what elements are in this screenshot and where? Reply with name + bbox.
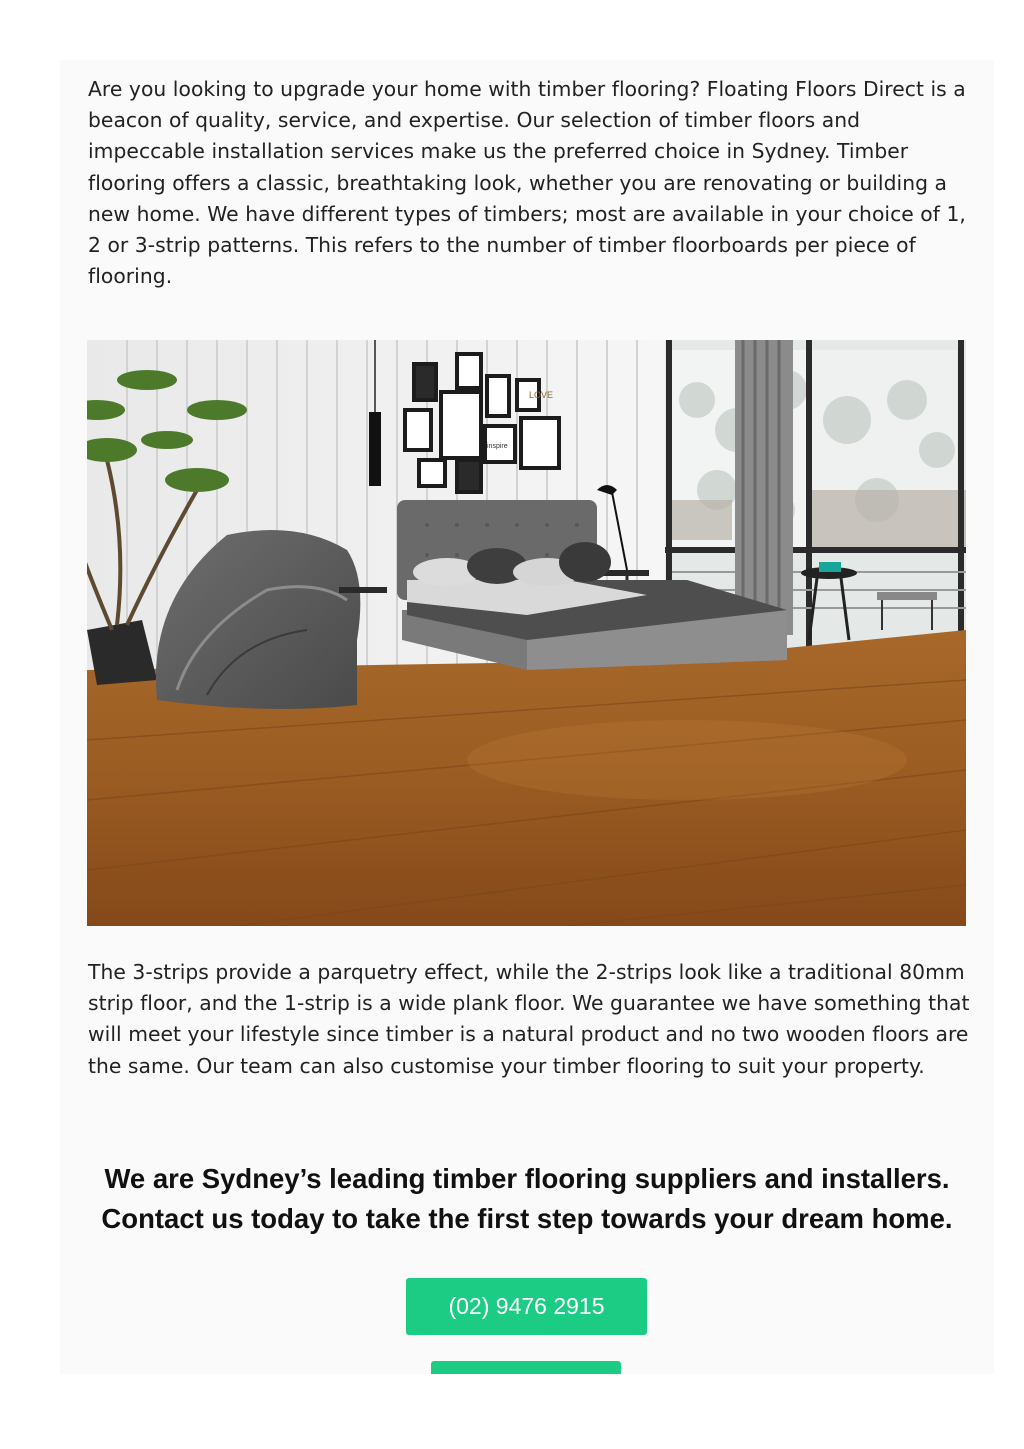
poster-inspire-text: inspire <box>487 443 508 450</box>
phone-call-button[interactable]: (02) 9476 2915 <box>406 1278 647 1335</box>
cta-heading-line-1: We are Sydney’s leading timber flooring suppliers and installers. <box>104 1163 950 1194</box>
cta-heading <box>60 1159 994 1239</box>
bedroom-photo <box>87 340 966 926</box>
intro-paragraph: Are you looking to upgrade your home with timber flooring? Floating Floors Direct is a beacon of quality, service, and expertise. Our selection of timber floors and impeccable installation services make us the preferred choice in Sydney. Timber flooring offers a classic, breathtaking look, whether you are renovating or building a new home. We have different types of timbers; most are available in your choice of 1, 2 or 3-strip patterns. This refers to the number of timber floorboards per piece of flooring. <box>88 77 966 289</box>
secondary-cta-button[interactable] <box>431 1361 621 1374</box>
poster-love-text: LOVE <box>529 390 554 400</box>
cta-heading-line-2: Contact us today to take the first step towards your dream home. <box>101 1203 953 1234</box>
strips-paragraph: The 3-strips provide a parquetry effect, while the 2-strips look like a traditional 80mm strip floor, and the 1-strip is a wide plank floor. We guarantee we have something that will meet your lifestyle since timber is a natural product and no two wooden floors are the same. Our team can also customise your timber flooring to suit your property. <box>88 960 970 1078</box>
